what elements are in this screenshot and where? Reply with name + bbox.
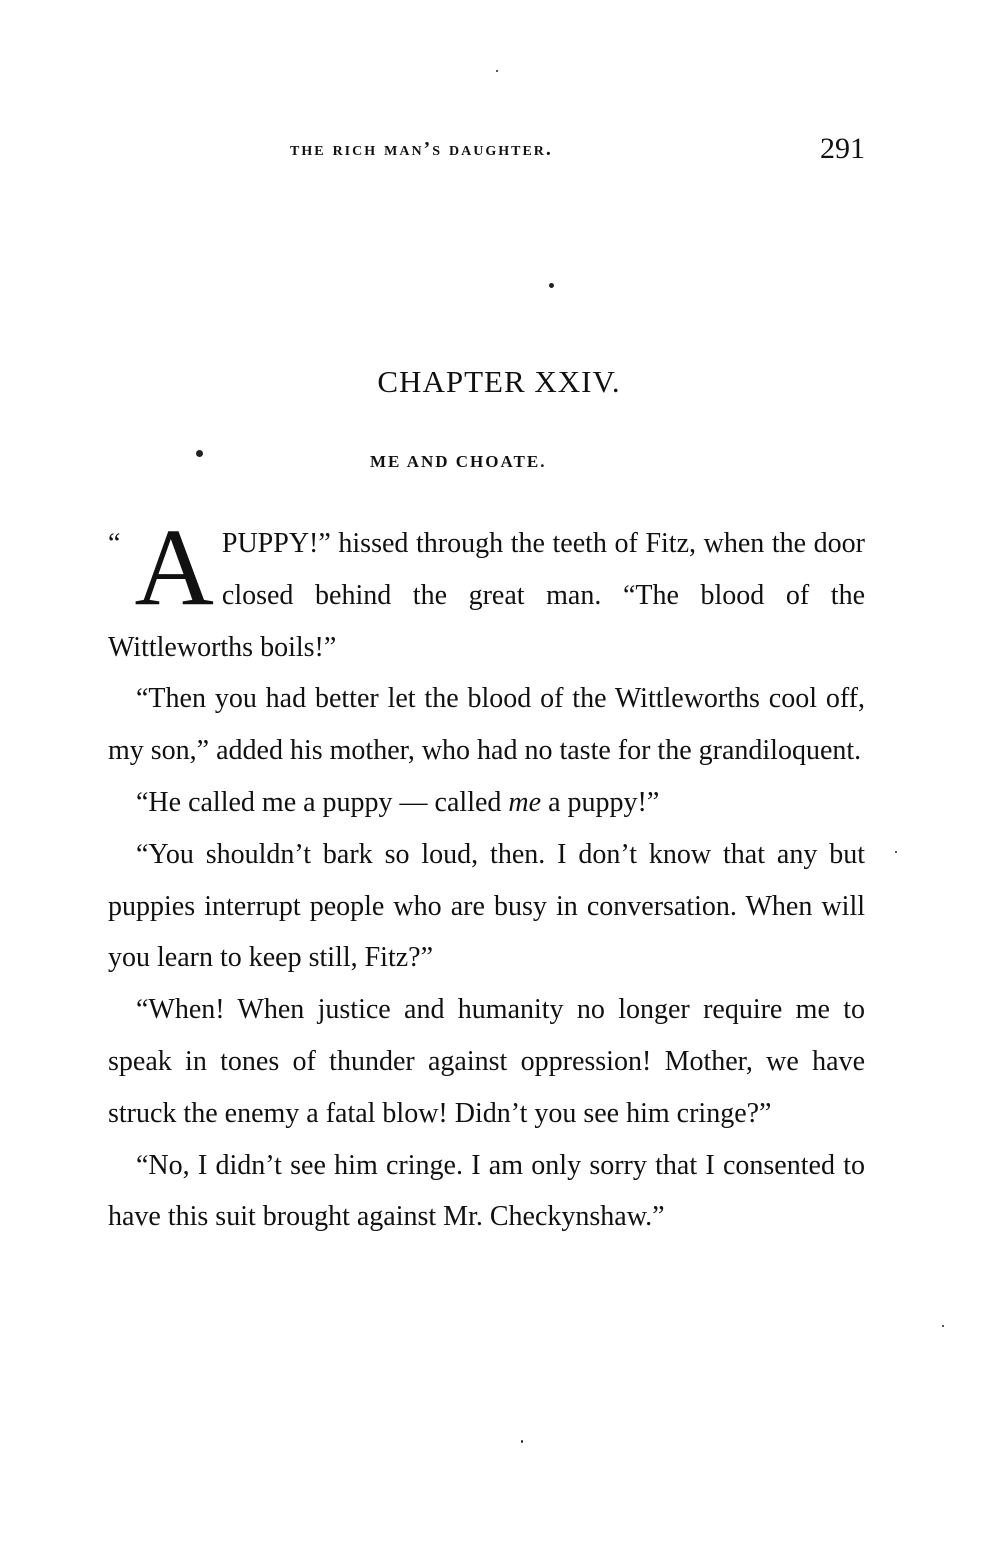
scan-speck (521, 1440, 523, 1443)
running-head (290, 132, 865, 166)
drop-cap: A (134, 506, 214, 628)
scan-speck (196, 450, 203, 457)
chapter-title-text: CHAPTER XXIV. (377, 364, 621, 399)
paragraph-text: “He called me a puppy — called (136, 786, 509, 818)
paragraph: “When! When justice and humanity no longer require me to speak in tones of thunder against oppression! Mother, we have struck the enemy a fatal blow! Didn’t you see him cringe?” (108, 994, 865, 1129)
scan-speck (942, 1325, 944, 1327)
scan-speck (496, 70, 498, 72)
opening-quote: “ (108, 528, 121, 559)
scan-speck (895, 851, 897, 853)
paragraph (108, 777, 865, 829)
page-number: 291 (820, 132, 865, 165)
paragraph: “No, I didn’t see him cringe. I am only sorry that I consented to have this suit brought against Mr. Checkynshaw.” (108, 1149, 865, 1233)
paragraph (108, 506, 865, 673)
running-head-title: the rich man’s daughter. (290, 138, 553, 160)
chapter-title (0, 364, 998, 400)
chapter-subtitle: ME AND CHOATE. (370, 452, 547, 471)
paragraph: “You shouldn’t bark so loud, then. I don’t know that any but puppies interrupt people who are busy in conversation. When will you learn to keep still, Fitz?” (108, 838, 865, 974)
paragraph-text: a puppy!” (541, 786, 660, 818)
body-text (108, 506, 865, 1243)
scan-speck (549, 283, 554, 288)
paragraph-text: PUPPY!” hissed through the teeth of Fitz, when the door closed behind the great man. “The blood of the Wittleworths boils!” (108, 528, 865, 663)
emphasis: me (508, 786, 542, 818)
paragraph: “Then you had better let the blood of the Wittleworths cool off, my son,” added his mother, who had no taste for the grandiloquent. (108, 683, 865, 767)
